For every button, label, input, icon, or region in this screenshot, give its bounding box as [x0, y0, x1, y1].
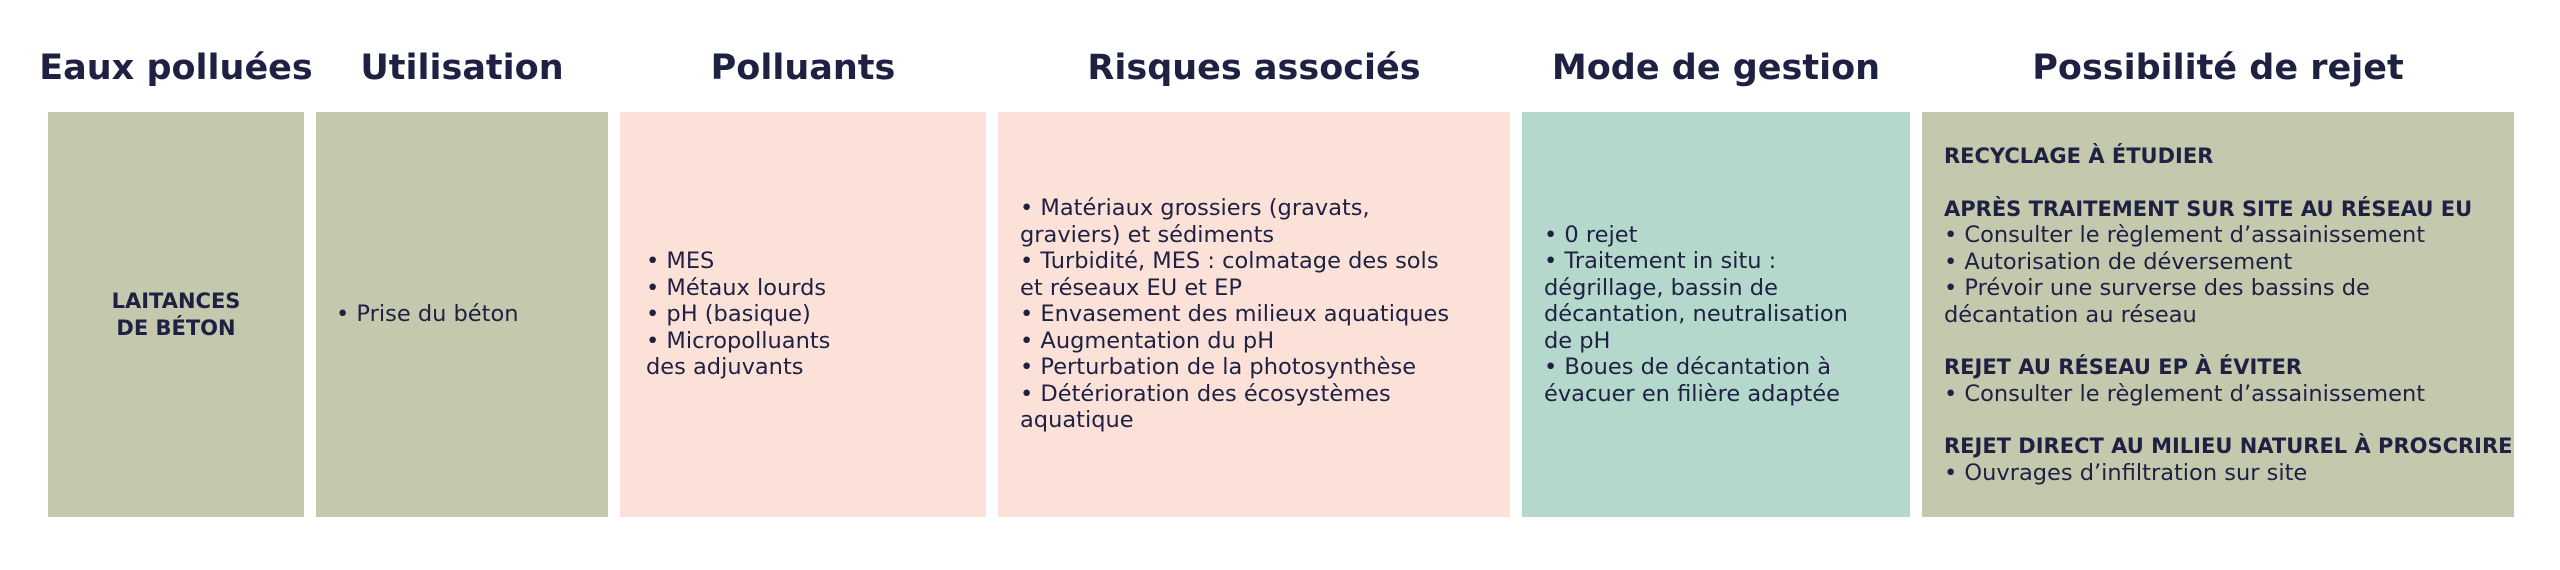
- polluant-item: • Micropolluants: [646, 327, 831, 354]
- header-polluants: Polluants: [710, 48, 896, 88]
- cell-mode-de-gestion: [1522, 112, 1910, 517]
- rejet-section-recyclage: [1944, 143, 2514, 170]
- polluant-item: des adjuvants: [646, 354, 804, 381]
- risque-item: graviers) et sédiments: [1020, 221, 1275, 248]
- gestion-item: évacuer en filière adaptée: [1544, 380, 1840, 407]
- rejet-section-reseau-ep: [1944, 354, 2514, 407]
- gestion-item: • Boues de décantation à: [1544, 354, 1832, 381]
- cell-eaux-polluees: [48, 112, 304, 517]
- eaux-polluees-line: DE BÉTON: [116, 315, 236, 340]
- rejet-item: • Prévoir une surverse des bassins de: [1944, 275, 2370, 301]
- polluant-item: • Métaux lourds: [646, 274, 827, 301]
- cell-utilisation: [316, 112, 608, 517]
- risque-item: • Perturbation de la photosynthèse: [1020, 354, 1417, 381]
- gestion-item: • Traitement in situ :: [1544, 248, 1777, 275]
- rejet-section-title: APRÈS TRAITEMENT SUR SITE AU RÉSEAU EU: [1944, 196, 2473, 221]
- header-eaux-polluees: Eaux polluées: [39, 48, 313, 88]
- rejet-item: • Consulter le règlement d’assainissement: [1944, 222, 2426, 248]
- cell-polluants: [620, 112, 986, 517]
- risque-item: et réseaux EU et EP: [1020, 274, 1242, 301]
- rejet-item: • Consulter le règlement d’assainissement: [1944, 380, 2426, 407]
- rejet-item: décantation au réseau: [1944, 301, 2197, 328]
- header-mode-de-gestion: Mode de gestion: [1551, 48, 1881, 88]
- risque-item: • Turbidité, MES : colmatage des sols: [1020, 248, 1439, 275]
- gestion-item: • 0 rejet: [1544, 221, 1638, 248]
- rejet-item: • Autorisation de déversement: [1944, 248, 2293, 275]
- rejet-section-title: REJET DIRECT AU MILIEU NATUREL À PROSCRIRE: [1944, 434, 2513, 458]
- risque-item: aquatique: [1020, 407, 1134, 434]
- header-possibilite-de-rejet: Possibilité de rejet: [2032, 48, 2404, 88]
- header-risques-associes: Risques associés: [1087, 48, 1421, 88]
- rejet-section-title: RECYCLAGE À ÉTUDIER: [1944, 144, 2214, 168]
- rejet-item: • Ouvrages d’infiltration sur site: [1944, 459, 2308, 486]
- polluant-item: • pH (basique): [646, 301, 811, 328]
- risque-item: • Envasement des milieux aquatiques: [1020, 301, 1450, 328]
- cell-risques-associes: [998, 112, 1510, 517]
- gestion-item: de pH: [1544, 327, 1611, 354]
- risque-item: • Matériaux grossiers (gravats,: [1020, 195, 1370, 222]
- header-utilisation: Utilisation: [360, 48, 564, 88]
- risque-item: • Détérioration des écosystèmes: [1020, 380, 1391, 407]
- gestion-item: décantation, neutralisation: [1544, 301, 1848, 328]
- risque-item: • Augmentation du pH: [1020, 327, 1275, 354]
- cell-possibilite-de-rejet: [1922, 112, 2514, 517]
- utilisation-item: • Prise du béton: [336, 301, 519, 328]
- polluant-item: • MES: [646, 248, 715, 275]
- rejet-section-title: REJET AU RÉSEAU EP À ÉVITER: [1944, 355, 2303, 379]
- gestion-item: dégrillage, bassin de: [1544, 274, 1778, 301]
- eaux-polluees-line: LAITANCES: [111, 289, 241, 313]
- rejet-section-reseau-eu: [1944, 196, 2514, 329]
- rejet-section-milieu-naturel: [1944, 433, 2514, 486]
